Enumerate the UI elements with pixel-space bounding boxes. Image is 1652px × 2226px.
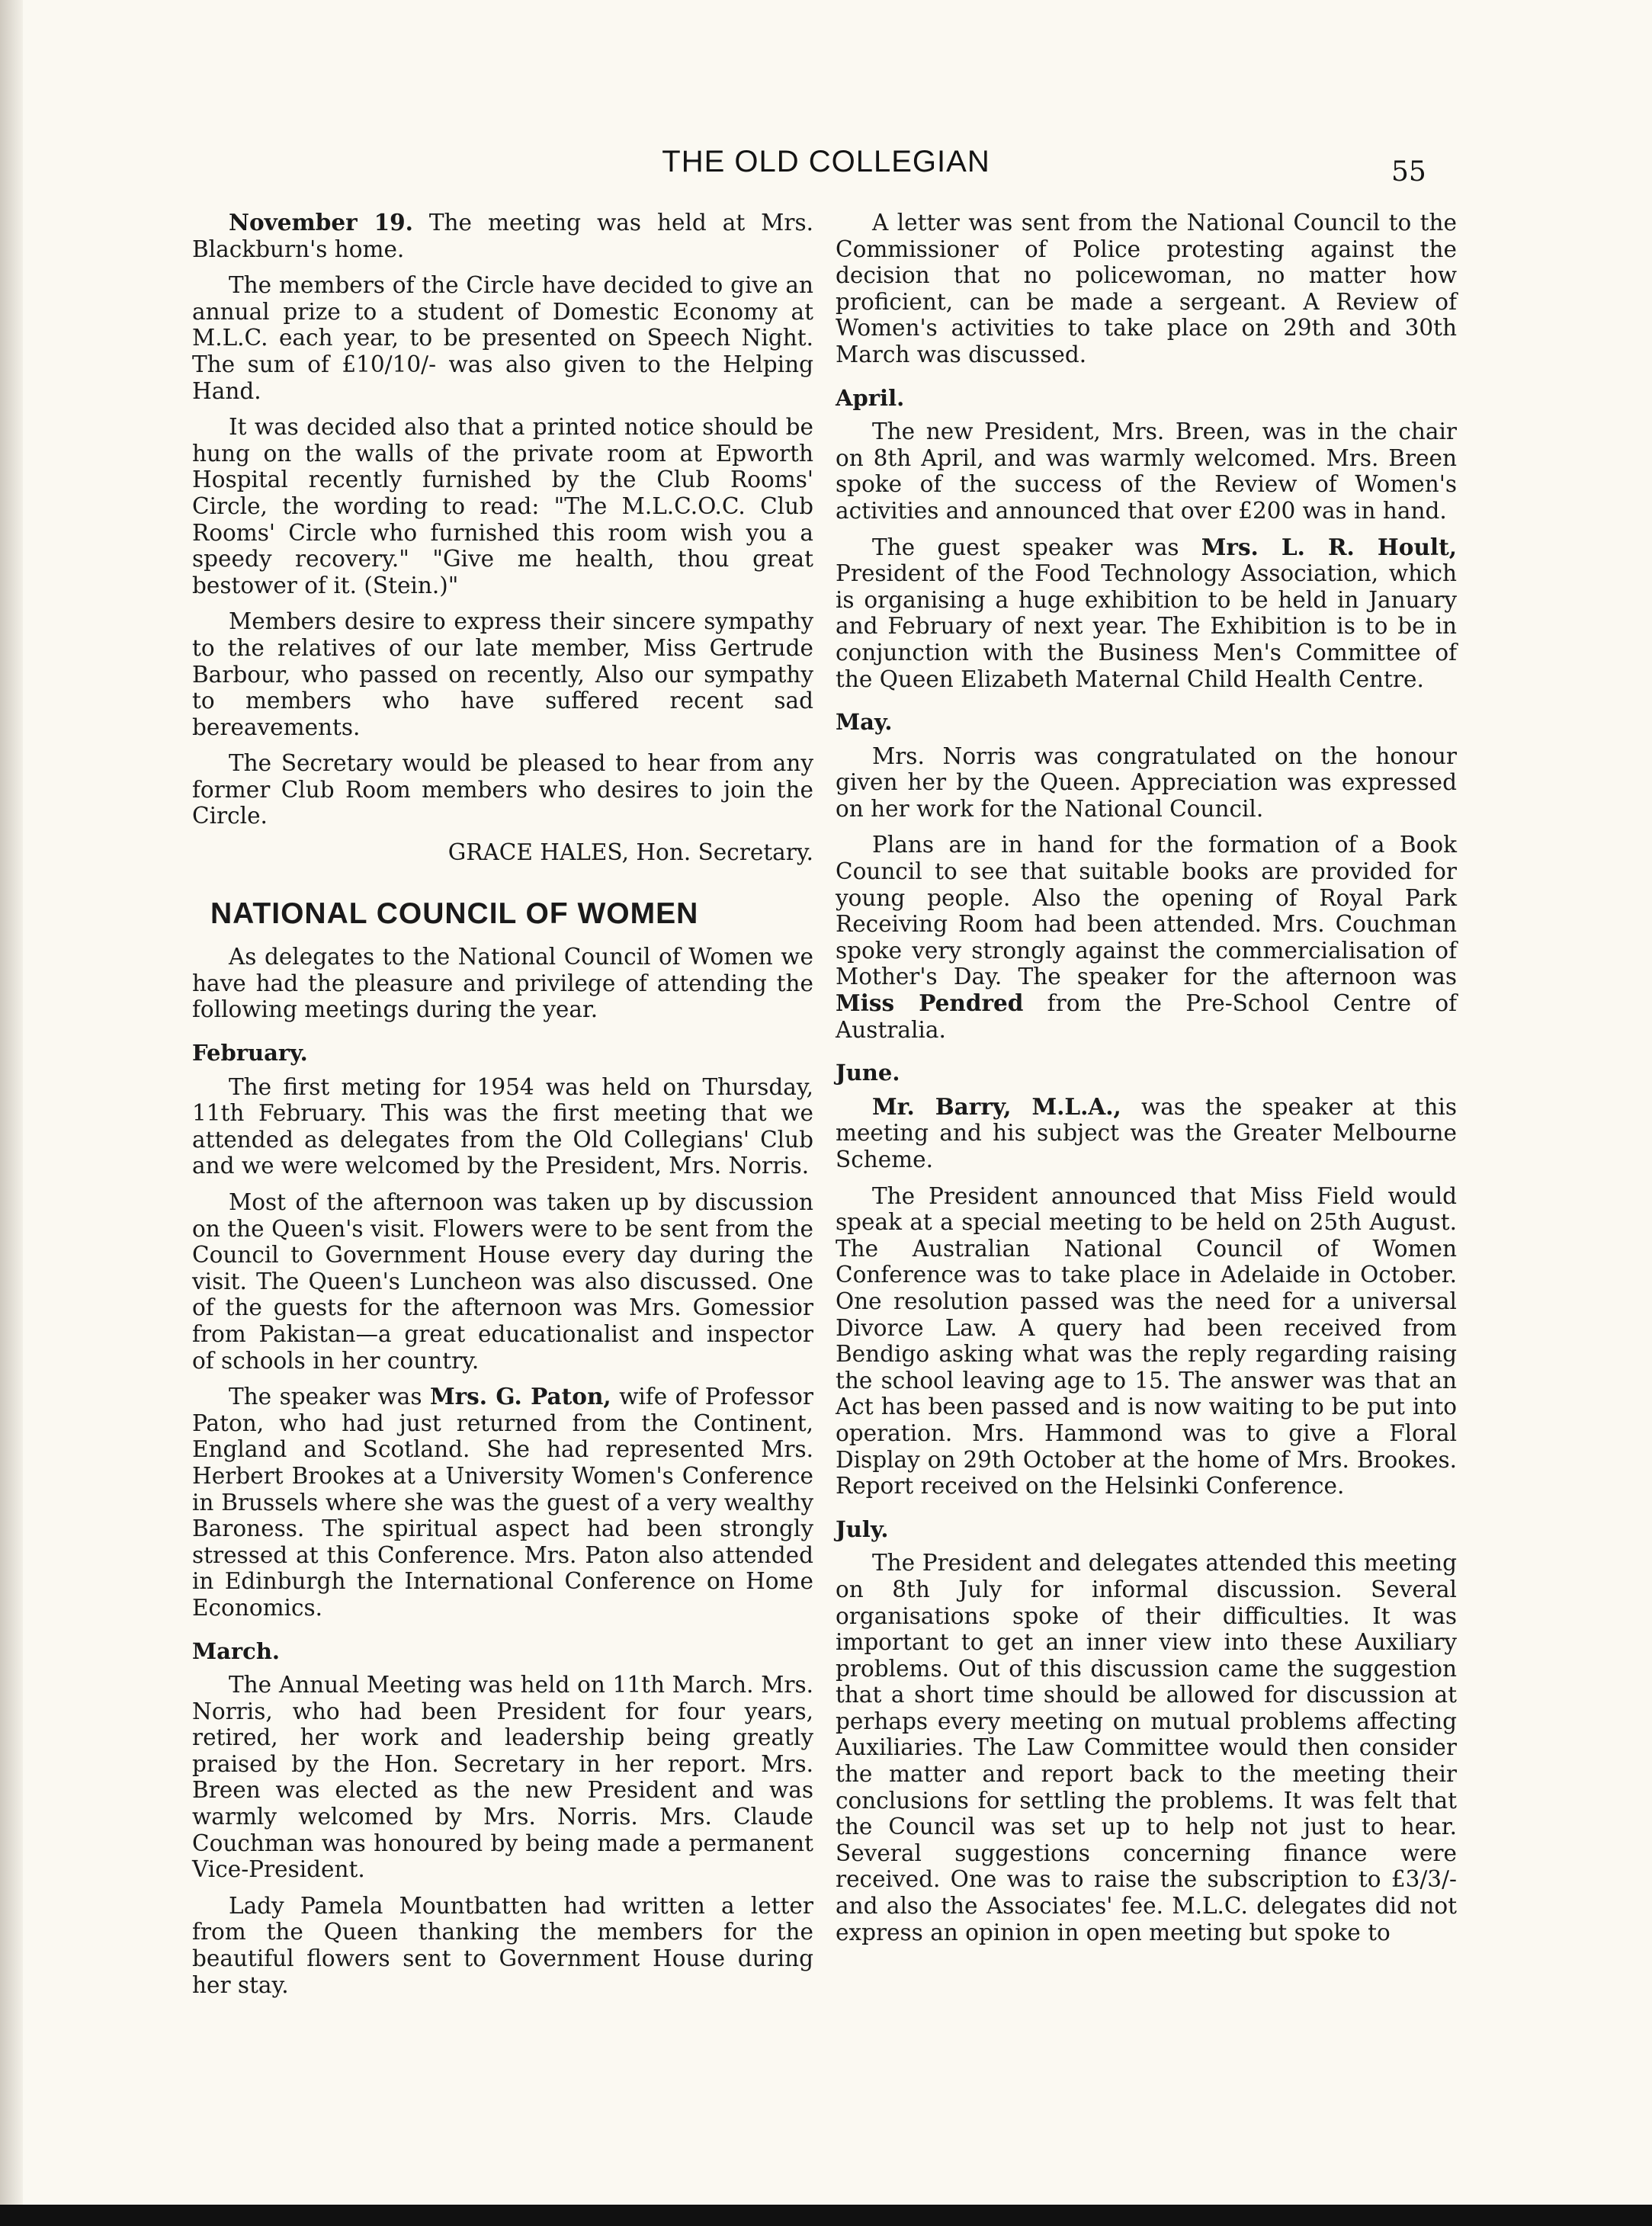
paragraph-apr-1: The new President, Mrs. Breen, was in the chair on 8th April, and was warmly welcomed. Mrs. Breen spoke of the success of the Review of Women's activities and announced that over £200 was in hand. [836,419,1457,524]
page-number: 55 [1391,156,1426,188]
paragraph-jul-1: The President and delegates attended this meeting on 8th July for informal discussion. Several organisations spoke of their difficulties. It was important to get an inner view into these Auxiliary problems. Out of this discussion came the suggestion that a short time should be allowed for discussion at perhaps every meeting on mutual problems affecting Auxiliaries. The Law Committee would then consider the matter and report back to the meeting their conclusions for settling the problems. It was felt that the Council was set up to help not just to hear. Several suggestions concerning finance were received. One was to raise the subscription to £3/3/- and also the Associates' fee. M.L.C. delegates did not express an opinion in open meeting but spoke to [836,1550,1457,1945]
speaker-name-pendred: Miss Pendred [836,990,1024,1017]
speaker-name-paton: Mrs. G. Paton, [429,1383,611,1410]
scan-bottom-edge [0,2205,1652,2226]
text-run: Plans are in hand for the formation of a Book Council to see that suitable books are provided for young people. Also the opening of Royal Park Receiving Room had been attended. Mrs. Couchman spoke very strongly against the commercialisation of Mother's Day. The speaker for the afternoon was [836,832,1457,990]
text-run: was the speaker at this meeting and his subject was the Greater Melbourne Scheme. [836,1093,1457,1172]
paragraph-jun-2: The President announced that Miss Field would speak at a special meeting to be held on 25th August. The Australian National Council of Women Conference was to take place in Adelaide in October. One resolution passed was the need for a universal Divorce Law. A query had been received from Bendigo asking what was the reply regarding raising the school leaving age to 15. The answer was that an Act has been passed and is now waiting to be put into operation. Mrs. Hammond was to give a Floral Display on 29th October at the home of Mrs. Brookes. Report received on the Helsinki Conference. [836,1182,1457,1500]
november-text: The meeting was held at Mrs. Blackburn's home. [192,210,814,262]
month-heading-april: April. [836,384,905,411]
month-heading-june: June. [836,1060,900,1086]
month-heading-february: February. [192,1040,308,1066]
text-run: President of the Food Technology Association, which is organising a huge exhibition to be held in January and February of next year. The Exhibition is to be in conjunction with the Business Men's Committee of the Queen Elizabeth Maternal Child Health Centre. [836,560,1457,692]
text-run: The guest speaker was [872,534,1201,560]
paragraph-may-1: Mrs. Norris was congratulated on the honour given her by the Queen. Appreciation was expressed on her work for the National Council. [836,743,1457,822]
section-title: NATIONAL COUNCIL OF WOMEN [210,896,699,930]
month-heading-march: March. [192,1637,281,1664]
paragraph-feb-3 [192,1384,813,1621]
november-date: November 19. [229,209,413,236]
right-column [836,210,1457,1955]
month-heading-july: July. [836,1516,889,1542]
paragraph-intro: As delegates to the National Council of Women we have had the pleasure and privilege of attending the following meetings during the year. [192,944,813,1023]
speaker-name-hoult: Mrs. L. R. Hoult, [1201,533,1457,560]
paragraph-notice: It was decided also that a printed notice should be hung on the walls of the private room at Epworth Hospital recently furnished by the Club Rooms' Circle, the wording to read: "The M.L.C.O.C. Club Rooms' Circle who furnished this room wish you a speedy recovery." "Give me health, thou great bestower of it. (Stein.)" [192,414,813,598]
paragraph-may-2 [836,832,1457,1043]
paragraph-mar-2: Lady Pamela Mountbatten had written a letter from the Queen thanking the members for the beautiful flowers sent to Government House during her stay. [192,1892,813,1998]
paragraph-feb-2: Most of the afternoon was taken up by discussion on the Queen's visit. Flowers were to be sent from the Council to Government House every day during the visit. The Queen's Luncheon was also discussed. One of the guests for the afternoon was Mrs. Gomessior from Pakistan—a great educationalist and inspector of schools in her country. [192,1189,813,1374]
paragraph-jun-1 [836,1094,1457,1173]
paragraph-mar-1: The Annual Meeting was held on 11th March. Mrs. Norris, who had been President for four years, retired, her work and leadership being greatly praised by the Hon. Secretary in her report. Mrs. Breen was elected as the new President and was warmly welcomed by Mrs. Norris. Mrs. Claude Couchman was honoured by being made a permanent Vice-President. [192,1672,813,1883]
left-column [192,210,813,2008]
paragraph-sympathy: Members desire to express their sincere sympathy to the relatives of our late member, Miss Gertrude Barbour, who passed on recently, Also our sympathy to members who have suffered recent sad bereavements. [192,608,813,740]
paragraph-secretary: The Secretary would be pleased to hear from any former Club Room members who desires to join the Circle. [192,750,813,829]
speaker-name-barry: Mr. Barry, M.L.A., [872,1092,1121,1120]
paragraph-prize: The members of the Circle have decided to give an annual prize to a student of Domestic Economy at M.L.C. each year, to be presented on Speech Night. The sum of £10/10/- was also given to the Helping Hand. [192,272,813,404]
running-head: THE OLD COLLEGIAN [662,145,990,178]
text-run: The speaker was [229,1384,430,1410]
text-run: wife of Professor Paton, who had just returned from the Continent, England and Scotland. She had represented Mrs. Herbert Brookes at a University Women's Conference in Brussels where she was the guest of a very wealthy Baroness. The spiritual aspect had been strongly stressed at this Conference. Mrs. Paton also attended in Edinburgh the International Conference on Home Economics. [192,1384,813,1621]
signature: GRACE HALES, Hon. Secretary. [447,839,813,866]
binding-shadow [0,0,23,2226]
paragraph-november [192,210,813,262]
paragraph-feb-1: The first meting for 1954 was held on Thursday, 11th February. This was the first meeting that we attended as delegates from the Old Collegians' Club and we were welcomed by the President, Mrs. Norris. [192,1073,813,1179]
month-heading-may: May. [836,709,893,736]
paragraph-police-letter: A letter was sent from the National Council to the Commissioner of Police protesting against the decision that no policewoman, no matter how proficient, can be made a sergeant. A Review of Women's activities to take place on 29th and 30th March was discussed. [836,210,1457,367]
paragraph-apr-2 [836,534,1457,693]
text-run: from the Pre-School Centre of Australia. [836,990,1457,1043]
